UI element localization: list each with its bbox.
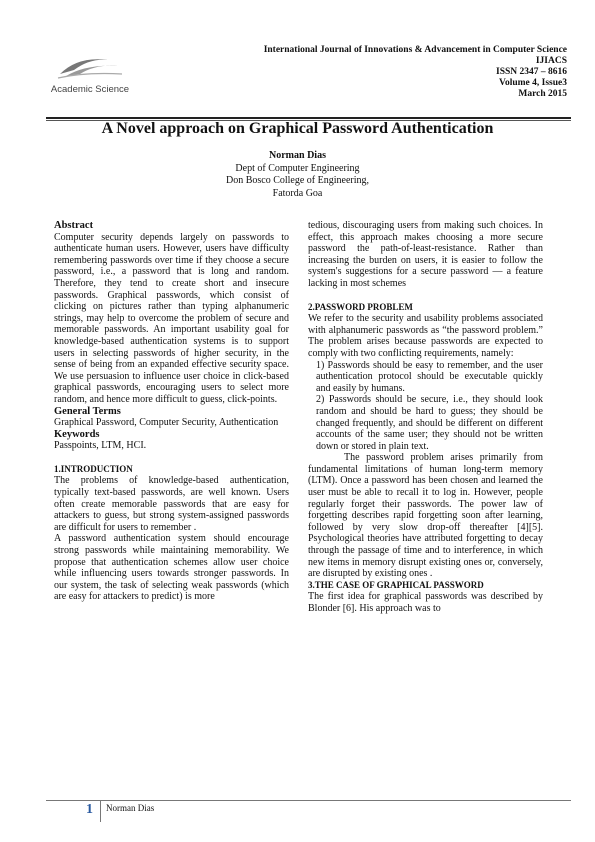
general-terms-text: Graphical Password, Computer Security, Authentication bbox=[54, 417, 279, 429]
section2-paragraph-1: We refer to the security and usability problems associated with alphanumeric passwords as “the password problem.” The problem arises because passwords are expected to comply with two conflicting requirements, namely: bbox=[308, 313, 543, 359]
section3-paragraph-1: The first idea for graphical passwords was described by Blonder [6]. His approach was to bbox=[308, 591, 543, 614]
author-location: Fatorda Goa bbox=[272, 187, 323, 199]
intro-paragraph-1: The problems of knowledge-based authentication, typically text-based passwords, are well known. Users often create memorable passwords that are easy for attackers to guess, but strong system-assigned passwords are difficult for users to remember . bbox=[54, 475, 289, 533]
author-college: Don Bosco College of Engineering, bbox=[225, 175, 370, 186]
right-column bbox=[308, 220, 543, 615]
list-item: 2) Passwords should be secure, i.e., they should look random and should be hard to guess; they should be changed frequently, and should be different on different accounts of the same user; they should not be written down or stored in plain text. bbox=[316, 394, 543, 452]
journal-volume: Volume 4, Issue3 bbox=[498, 78, 567, 88]
journal-abbr: IJIACS bbox=[535, 56, 567, 66]
author-block bbox=[0, 150, 595, 200]
continued-text: tedious, discouraging users from making such choices. In effect, this approach makes choosing a more secure password the path-of-least-resistance. Rather than increasing the burden on users, it is easier to follow the system's suggestions for a secure password — a feature lacking in most schemes bbox=[308, 220, 543, 289]
left-column bbox=[54, 220, 289, 603]
journal-name: International Journal of Innovations & Advancement in Computer Science bbox=[263, 45, 567, 55]
footer-rule bbox=[46, 800, 571, 801]
journal-info bbox=[264, 45, 567, 100]
intro-paragraph-2: A password authentication system should encourage strong passwords while maintaining memorability. We propose that authentication schemes allow user choice while influencing users towards stronger passwords. In our system, the task of selecting weak passwords (which are easy for attackers to predict) is more bbox=[54, 533, 289, 603]
author-name: Norman Dias bbox=[269, 150, 326, 161]
general-terms-heading: General Terms bbox=[54, 405, 121, 417]
paper-title: A Novel approach on Graphical Password Authentication bbox=[101, 120, 494, 137]
journal-date: March 2015 bbox=[518, 89, 567, 99]
section2-paragraph-2: The password problem arises primarily from fundamental limitations of human long-term memory (LTM). Once a password has been chosen and learned the user must be able to recall it to log in. However, people regularly forget their passwords. The power law of forgetting describes rapid forgetting soon after learning, followed by very slow drop-off thereafter [4][5]. Psychological theories have attributed forgetting to decay through the passage of time and to interference, in which new items in memory disrupt existing ones or, conversely, are disrupted by existing ones . bbox=[308, 452, 543, 580]
footer-author: Norman Dias bbox=[106, 803, 155, 813]
page-number: 1 bbox=[86, 802, 93, 817]
section2-heading: 2.PASSWORD PROBLEM bbox=[308, 301, 413, 312]
list-item: 1) Passwords should be easy to remember, and the user authentication protocol should be executable quickly and easily by humans. bbox=[316, 359, 543, 394]
section3-heading: 3.THE CASE OF GRAPHICAL PASSWORD bbox=[308, 579, 484, 590]
author-dept: Dept of Computer Engineering bbox=[235, 162, 360, 174]
logo-swoosh-icon bbox=[30, 52, 150, 86]
footer-separator bbox=[100, 800, 101, 822]
keywords-heading: Keywords bbox=[54, 428, 100, 440]
logo-text: Academic Science bbox=[50, 84, 130, 95]
keywords-text: Passpoints, LTM, HCI. bbox=[54, 440, 147, 452]
journal-issn: ISSN 2347 – 8616 bbox=[496, 67, 567, 77]
abstract-heading: Abstract bbox=[54, 220, 94, 231]
intro-heading: 1.INTRODUCTION bbox=[54, 463, 133, 474]
header-rule bbox=[46, 117, 571, 119]
abstract-text: Computer security depends largely on passwords to authenticate human users. However, users have difficulty remembering passwords over time if they choose a secure password, i.e., a password that is long and random. Therefore, they tend to create short and insecure passwords. Graphical passwords, which consist of clicking on pictures rather than typing alphanumeric strings, may help to overcome the problem of secure and memorable passwords. An important usability goal for knowledge-based authentication systems is to support users in selecting passwords of higher security, in the sense of being from an expanded effective security space. We use persuasion to influence user choice in click-based graphical passwords, encouraging users to select more random, and hence more difficult to guess, click-points. bbox=[54, 231, 289, 405]
publisher-logo bbox=[30, 52, 150, 100]
